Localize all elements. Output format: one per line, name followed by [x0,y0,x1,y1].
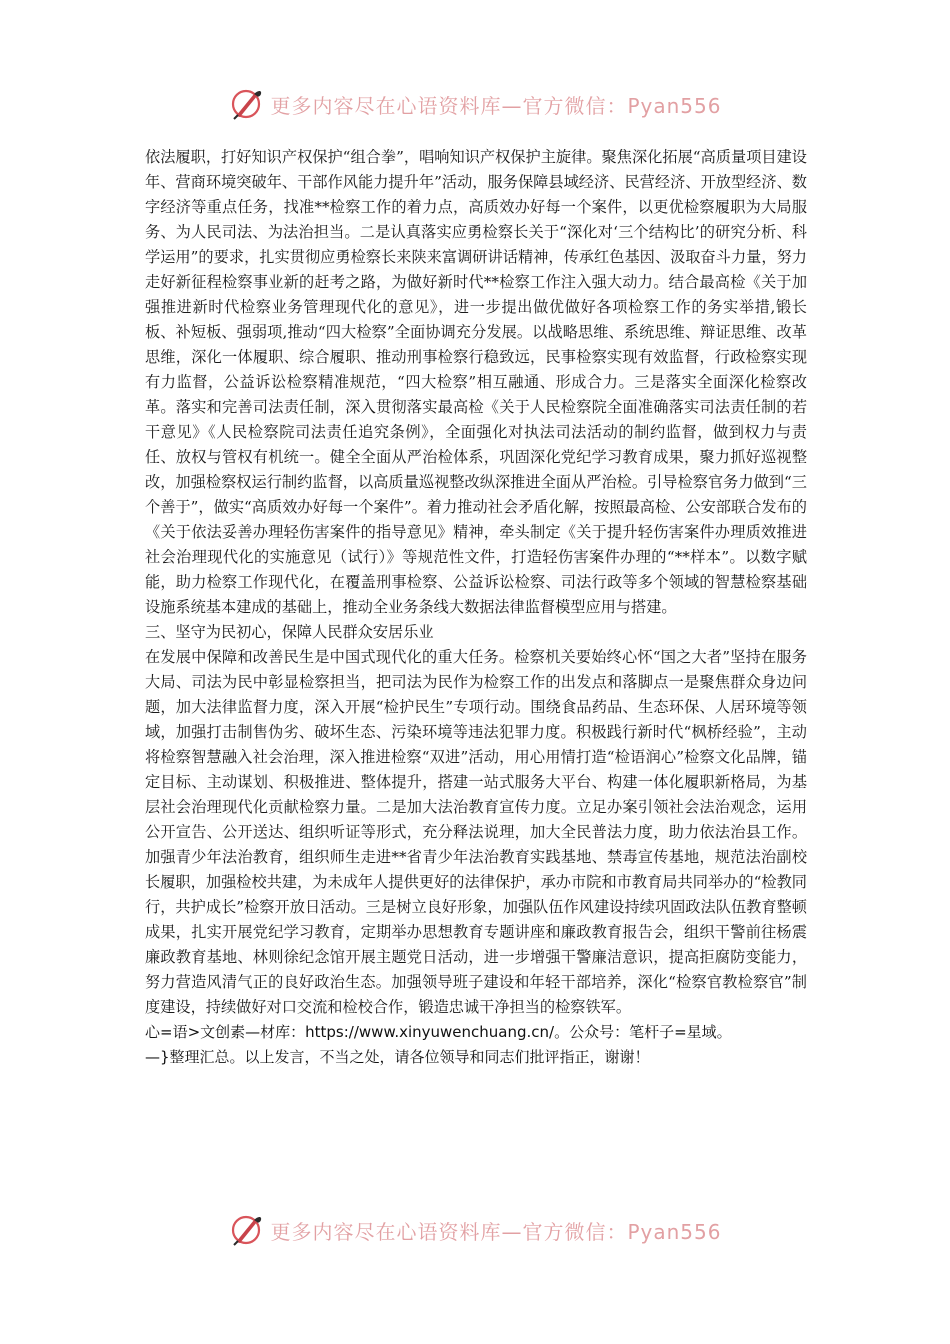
body-paragraph: 依法履职，打好知识产权保护“组合拳”，唱响知识产权保护主旋律。聚焦深化拓展“高质量项目建设年、营商环境突破年、干部作风能力提升年”活动，服务保障县域经济、民营经济、开放型经济、数字经济等重点任务，找准**检察工作的着力点，高质效办好每一个案件，以更优检察履职为大局服务、为人民司法、为法治担当。二是认真落实应勇检察长关于“深化对‘三个结构比’的研究分析、科学运用”的要求，扎实贯彻应勇检察长来陕来富调研讲话精神，传承红色基因、汲取奋斗力量，努力走好新征程检察事业新的赶考之路，为做好新时代**检察工作注入强大动力。结合最高检《关于加强推进新时代检察业务管理现代化的意见》，进一步提出做优做好各项检察工作的务实举措,锻长板、补短板、强弱项,推动“四大检察”全面协调充分发展。以战略思维、系统思维、辩证思维、改革思维，深化一体履职、综合履职、推动刑事检察行稳致远，民事检察实现有效监督，行政检察实现有力监督，公益诉讼检察精准规范，“四大检察”相互融通、形成合力。三是落实全面深化检察改革。落实和完善司法责任制，深入贯彻落实最高检《关于人民检察院全面准确落实司法责任制的若干意见》《人民检察院司法责任追究条例》，全面强化对执法司法活动的制约监督，做到权力与责任、放权与管权有机统一。健全全面从严治检体系，巩固深化党纪学习教育成果，聚力抓好巡视整改，加强检察权运行制约监督，以高质量巡视整改纵深推进全面从严治检。引导检察官务力做到“三个善于”，做实“高质效办好每一个案件”。着力推动社会矛盾化解，按照最高检、公安部联合发布的《关于依法妥善办理轻伤害案件的指导意见》精神，牵头制定《关于提升轻伤害案件办理质效推进社会治理现代化的实施意见（试行）》等规范性文件，打造轻伤害案件办理的“**样本”。以数字赋能，助力检察工作现代化，在覆盖刑事检察、公益诉讼检察、司法行政等多个领域的智慧检察基础设施系统基本建成的基础上，推动全业务条线大数据法律监督模型应用与搭建。 [145,148,807,616]
source-note: 心=语>文创素—材库：https://www.xinyuwenchuang.cn/。公众号：笔杆子=星域。 [145,1023,732,1041]
watermark-text: 更多内容尽在心语资料库—官方微信：Pyan556 [270,1219,722,1244]
header-watermark [0,84,950,124]
closing-remark: —}整理汇总。以上发言，不当之处，请各位领导和同志们批评指正，谢谢！ [145,1048,650,1066]
quill-pen-logo-icon [228,1212,264,1248]
body-paragraph: 在发展中保障和改善民生是中国式现代化的重大任务。检察机关要始终心怀“国之大者”坚持在服务大局、司法为民中彰显检察担当，把司法为民作为检察工作的出发点和落脚点一是聚焦群众身边问题，加大法律监督力度，深入开展“检护民生”专项行动。围绕食品药品、生态环保、人居环境等领域，加强打击制售伪劣、破坏生态、污染环境等违法犯罪力度。积极践行新时代“枫桥经验”，主动将检察智慧融入社会治理，深入推进检察“双进”活动，用心用情打造“检语润心”检察文化品牌，锚定目标、主动谋划、积极推进、整体提升，搭建一站式服务大平台、构建一体化履职新格局，为基层社会治理现代化贡献检察力量。二是加大法治教育宣传力度。立足办案引领社会法治观念，运用公开宣告、公开送达、组织听证等形式，充分释法说理，加大全民普法力度，助力依法治县工作。加强青少年法治教育，组织师生走进**省青少年法治教育实践基地、禁毒宣传基地，规范法治副校长履职，加强检校共建，为未成年人提供更好的法律保护，承办市院和市教育局共同举办的“检教同行，共护成长”检察开放日活动。三是树立良好形象，加强队伍作风建设持续巩固政法队伍教育整顿成果，扎实开展党纪学习教育，定期举办思想教育专题讲座和廉政教育报告会，组织干警前往杨震廉政教育基地、林则徐纪念馆开展主题党日活动，进一步增强干警廉洁意识，提高拒腐防变能力，努力营造风清气正的良好政治生态。加强领导班子建设和年轻干部培养，深化“检察官教检察官”制度建设，持续做好对口交流和检校合作，锻造忠诚干净担当的检察铁军。 [145,648,807,1016]
section-heading: 三、坚守为民初心，保障人民群众安居乐业 [145,623,434,641]
footer-watermark [0,1210,950,1250]
watermark-text: 更多内容尽在心语资料库—官方微信：Pyan556 [270,93,722,118]
document-body [145,145,807,1070]
quill-pen-logo-icon [228,86,264,122]
